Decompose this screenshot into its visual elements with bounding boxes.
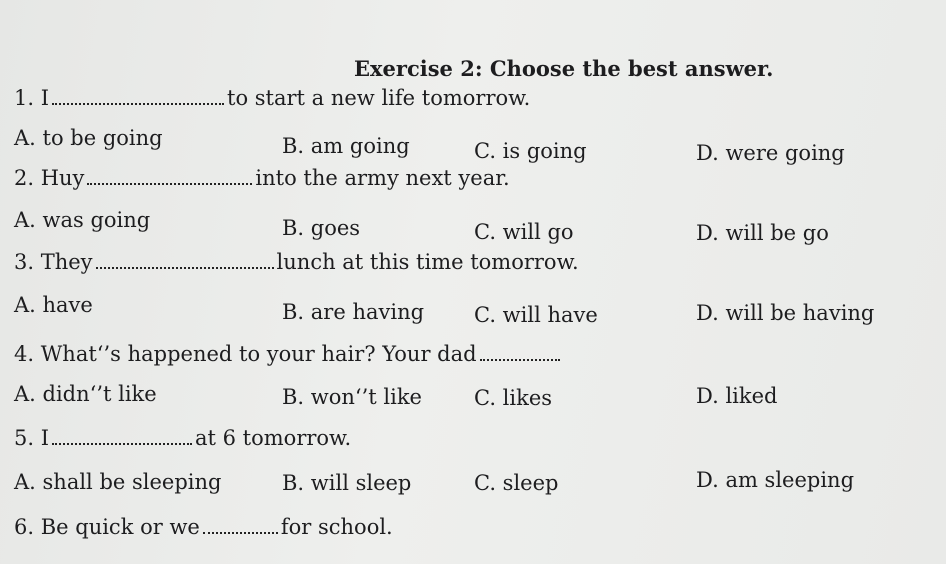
question-4-blank bbox=[480, 343, 560, 361]
question-6-stem: 6. Be quick or we bbox=[14, 515, 200, 539]
question-2-stem: 2. Huy bbox=[14, 166, 85, 190]
question-2-option-c[interactable]: C. will go bbox=[474, 220, 574, 244]
question-5-option-d[interactable]: D. am sleeping bbox=[696, 468, 855, 492]
question-1-option-a[interactable]: A. to be going bbox=[14, 126, 163, 150]
question-2-blank bbox=[87, 167, 252, 185]
question-6-blank bbox=[203, 516, 278, 534]
question-1-option-b[interactable]: B. am going bbox=[282, 134, 410, 158]
question-2-option-d[interactable]: D. will be go bbox=[696, 221, 829, 245]
question-4-option-c[interactable]: C. likes bbox=[474, 386, 553, 410]
question-1-option-c[interactable]: C. is going bbox=[474, 139, 587, 163]
question-3-option-c[interactable]: C. will have bbox=[474, 303, 598, 327]
question-4-option-b[interactable]: B. won‘’t like bbox=[282, 385, 422, 409]
question-5-stem: 5. I bbox=[14, 426, 50, 450]
question-4-option-d[interactable]: D. liked bbox=[696, 384, 778, 408]
question-5-option-b[interactable]: B. will sleep bbox=[282, 471, 412, 495]
question-1-option-d[interactable]: D. were going bbox=[696, 141, 845, 165]
question-3-blank bbox=[96, 251, 274, 269]
question-6-stem-end: for school. bbox=[280, 515, 393, 539]
question-5-stem-end: at 6 tomorrow. bbox=[195, 426, 352, 450]
question-4-stem: 4. What‘’s happened to your hair? Your dad bbox=[14, 342, 477, 366]
question-3-stem: 3. They bbox=[14, 250, 93, 274]
question-4 bbox=[14, 342, 563, 366]
question-3-option-d[interactable]: D. will be having bbox=[696, 301, 875, 325]
question-1 bbox=[14, 86, 530, 110]
question-5 bbox=[14, 426, 351, 450]
question-1-stem: 1. I bbox=[14, 86, 50, 110]
question-5-option-c[interactable]: C. sleep bbox=[474, 471, 559, 495]
question-4-option-a[interactable]: A. didn‘’t like bbox=[14, 382, 157, 406]
question-5-blank bbox=[52, 427, 192, 445]
question-3-stem-end: lunch at this time tomorrow. bbox=[276, 250, 579, 274]
question-3-option-a[interactable]: A. have bbox=[14, 293, 93, 317]
question-6 bbox=[14, 515, 393, 539]
question-3-option-b[interactable]: B. are having bbox=[282, 300, 425, 324]
question-2 bbox=[14, 166, 510, 190]
question-2-option-a[interactable]: A. was going bbox=[14, 208, 151, 232]
question-3 bbox=[14, 250, 579, 274]
question-2-stem-end: into the army next year. bbox=[255, 166, 510, 190]
question-1-stem-end: to start a new life tomorrow. bbox=[227, 86, 531, 110]
question-5-option-a[interactable]: A. shall be sleeping bbox=[14, 470, 222, 494]
question-2-option-b[interactable]: B. goes bbox=[282, 216, 361, 240]
question-1-blank bbox=[52, 87, 224, 105]
exercise-title: Exercise 2: Choose the best answer. bbox=[354, 56, 774, 81]
